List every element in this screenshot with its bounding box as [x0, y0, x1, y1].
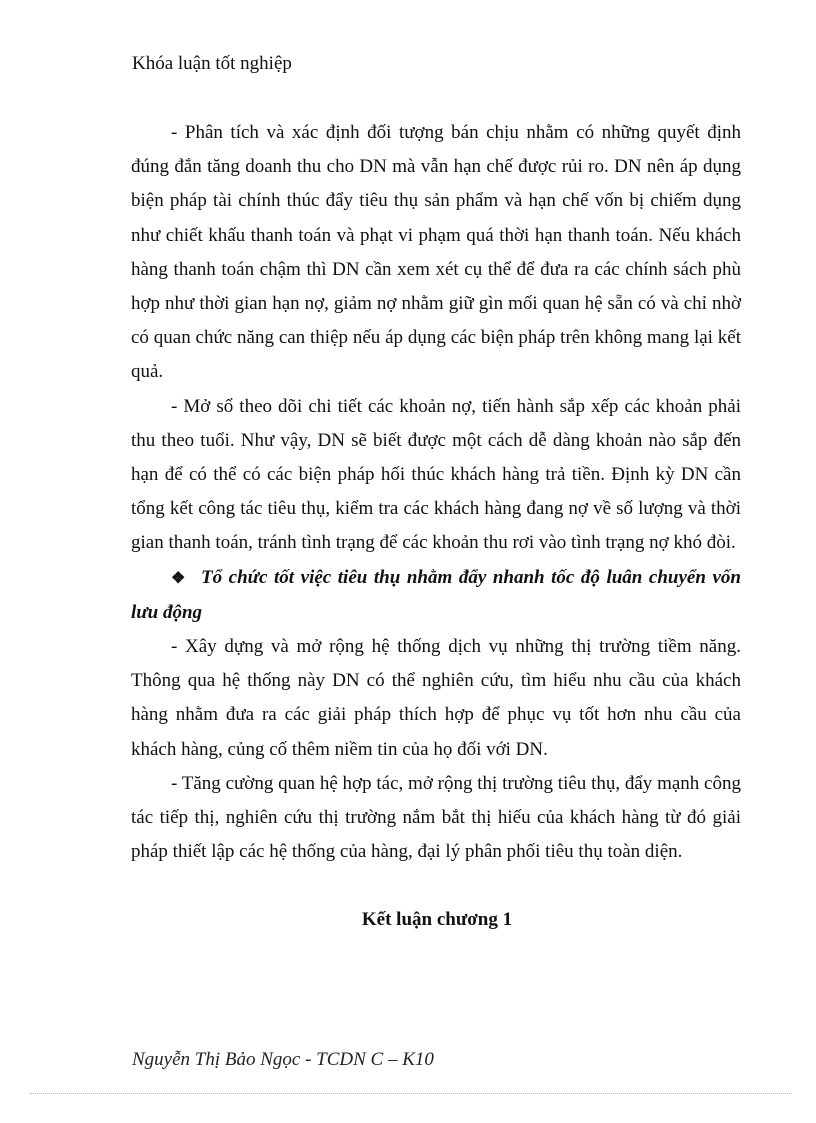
paragraph-debt-tracking: - Mở sổ theo dõi chi tiết các khoản nợ, tiến hành sắp xếp các khoản phải thu theo tuổi. Như vậy, DN sẽ biết được một cách dễ dàng khoản nào sắp đến hạn để có thể có các biện pháp hối thúc khách hàng trả tiền. Định kỳ DN cần tổng kết công tác tiêu thụ, kiểm tra các khách hàng đang nợ về số lượng và thời gian thanh toán, tránh tình trạng để các khoản thu rơi vào tình trạng nợ khó đòi.	[131, 395, 741, 554]
diamond-bullet-icon: ❖	[171, 569, 186, 587]
page-footer-author: Nguyễn Thị Bảo Ngọc - TCDN C – K10	[132, 1049, 434, 1070]
document-body	[131, 116, 741, 869]
chapter-conclusion-title: Kết luận chương 1	[361, 909, 513, 930]
section-heading-text: Tổ chức tốt việc tiêu thụ nhằm đẩy nhanh tốc độ luân chuyển vốn lưu động	[131, 566, 741, 623]
paragraph-receivable-analysis: - Phân tích và xác định đối tượng bán chịu nhằm có những quyết định đúng đắn tăng doanh thu cho DN mà vẫn hạn chế được rủi ro. DN nên áp dụng biện pháp tài chính thúc đẩy tiêu thụ sản phẩm và hạn chế vốn bị chiếm dụng như chiết khấu thanh toán và phạt vi phạm quá thời hạn thanh toán. Nếu khách hàng thanh toán chậm thì DN cần xem xét cụ thể để đưa ra các chính sách phù hợp như thời gian hạn nợ, giảm nợ nhằm giữ gìn mối quan hệ sẵn có và chỉ nhờ có quan chức năng can thiệp nếu áp dụng các biện pháp trên không mang lại kết quả.	[131, 122, 741, 383]
section-heading	[131, 561, 741, 630]
page-header-title: Khóa luận tốt nghiệp	[132, 53, 292, 74]
paragraph-cooperation: - Tăng cường quan hệ hợp tác, mở rộng thị trường tiêu thụ, đẩy mạnh công tác tiếp thị, nghiên cứu thị trường nắm bắt thị hiếu của khách hàng từ đó giải pháp thiết lập các hệ thống của hàng, đại lý phân phối tiêu thụ toàn diện.	[131, 772, 741, 863]
footer-divider	[30, 1093, 792, 1094]
paragraph-service-system: - Xây dựng và mở rộng hệ thống dịch vụ những thị trường tiềm năng. Thông qua hệ thống này DN có thể nghiên cứu, tìm hiểu nhu cầu của khách hàng nhằm đưa ra các giải pháp thích hợp để phục vụ tốt hơn nhu cầu của khách hàng, củng cố thêm niềm tin của họ đối với DN.	[131, 636, 741, 760]
